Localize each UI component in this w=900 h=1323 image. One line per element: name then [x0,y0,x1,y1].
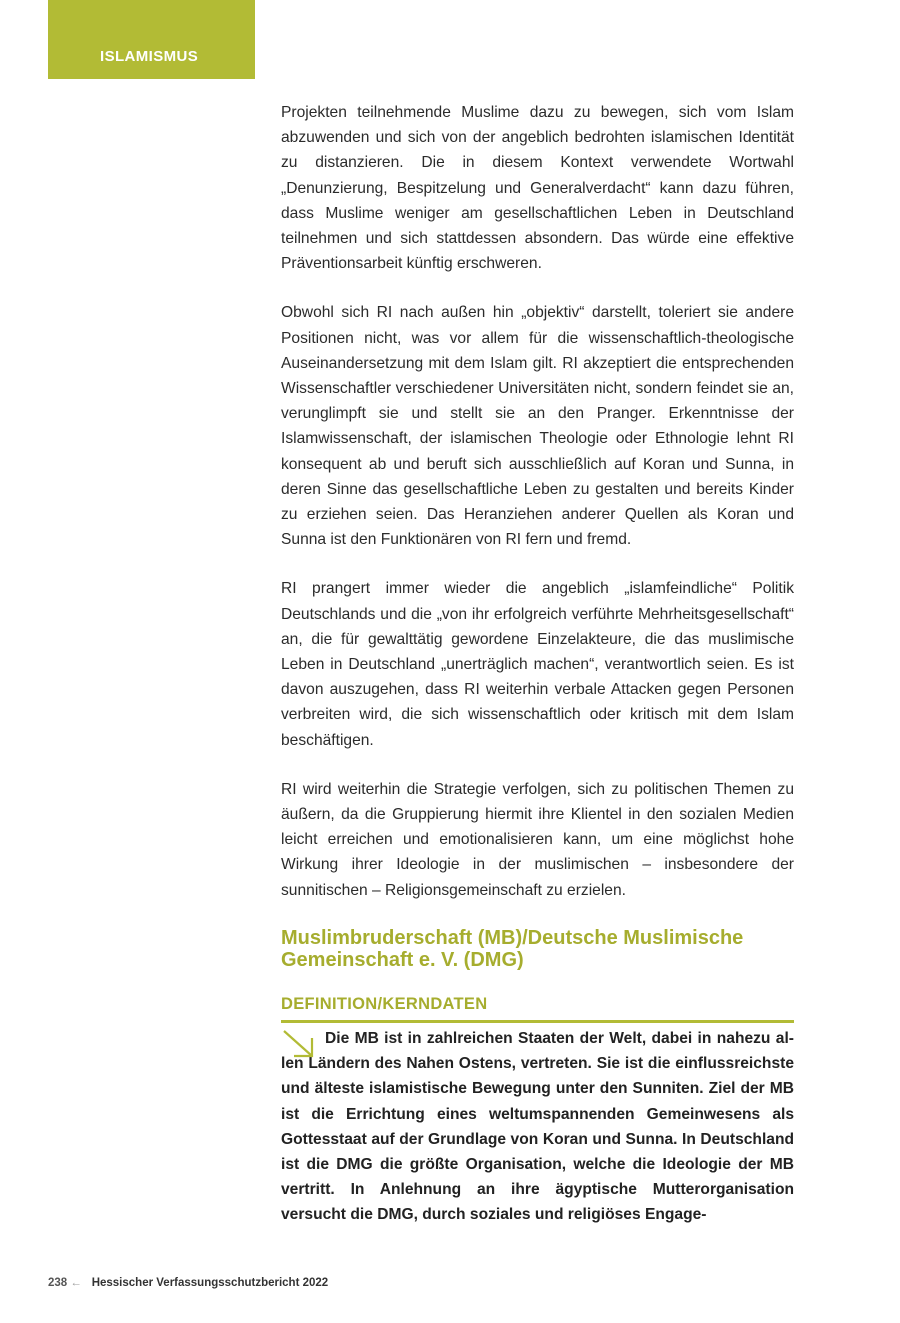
body-paragraph-4: RI wird weiterhin die Strategie verfolgen, sich zu politischen Themen zu äußern, da die Gruppierung hiermit ihre Klientel in den sozialen Medien leicht erreichen und emotionalisieren kann, um eine möglichst hohe Wirkung ihrer Ideologie in der muslimischen – insbesondere der sunnitischen – Religionsgemeinschaft zu erzielen. [281,780,794,899]
diagonal-arrow-icon [281,1028,317,1060]
body-paragraph-3: RI prangert immer wieder die angeblich „islamfeindliche“ Politik Deutschlands und die „von ihr erfolgreich verführte Mehrheitsgesellschaft“ an, die für gewalttätig gewordene Einzelakteure, die das muslimische Leben in Deutschland „unerträglich machen“, verantwortlich seien. Es ist davon auszugehen, dass RI weiterhin verbale Attacken gegen Personen verbreiten wird, die sich wissenschaftlich oder kritisch mit dem Islam beschäftigen. [281,580,794,749]
section-tab [48,0,255,79]
report-title: Hessischer Verfassungsschutzbericht 2022 [91,1277,329,1289]
body-paragraph-1: Projekten teilnehmende Muslime dazu zu bewegen, sich vom Islam abzuwenden und sich von der angeblich bedrohten islamischen Identität zu distanzieren. Die in diesem Kontext verwendete Wortwahl „Denunzierung, Bespitzelung und Generalverdacht“ kann dazu führen, dass Muslime weniger am gesellschaftlichen Leben in Deutschland teilnehmen und sich stattdessen absondern. Das würde eine effektive Präventionsarbeit künftig erschweren. [281,104,794,273]
definition-heading: DEFINITION/KERNDATEN [281,994,488,1013]
definition-text: Die MB ist in zahlreichen Staaten der Welt, dabei in nahezu allen Ländern des Nahen Ostens, vertreten. Sie ist die einflussreichste und älteste islamistische Bewegung unter den Sunniten. Ziel der MB ist die Errichtung eines weltumspannenden Gemeinwesens als Gottesstaat auf der Grundlage von Koran und Sunna. In Deutschland ist die DMG die größte Organisation, welche die Ideologie der MB vertritt. In Anlehnung an ihre ägyptische Mutterorganisation versucht die DMG, durch soziales und religiöses Engage- [281,1029,794,1224]
page-footer [48,1277,328,1289]
section-heading: Muslimbruderschaft (MB)/Deutsche Muslimische Gemeinschaft e. V. (DMG) [281,926,744,971]
page-number: 238 [48,1277,68,1289]
body-paragraph-2: Obwohl sich RI nach außen hin „objektiv“ darstellt, toleriert sie andere Positionen nicht, was vor allem für die wissenschaftlich-theologische Auseinandersetzung mit dem Islam gilt. RI akzeptiert die entsprechenden Wissenschaftler verschiedener Universitäten nicht, sondern feindet sie an, verunglimpft sie und stellt sie an den Pranger. Erkenntnisse der Islamwissenschaft, der islamischen Theologie oder Ethnologie lehnt RI konsequent ab und beruft sich ausschließlich auf Koran und Sunna, in deren Sinne das gesellschaftliche Leben zu gestalten und bereits Kinder zu erziehen seien. Das Heranziehen anderer Quellen als Koran und Sunna ist den Funktionären von RI fern und fremd. [281,304,794,549]
definition-box [281,1026,794,1228]
back-arrow-icon[interactable]: ← [70,1277,82,1289]
section-label: ISLAMISMUS [100,48,199,65]
main-content [281,100,794,1228]
definition-rule [281,1020,794,1023]
